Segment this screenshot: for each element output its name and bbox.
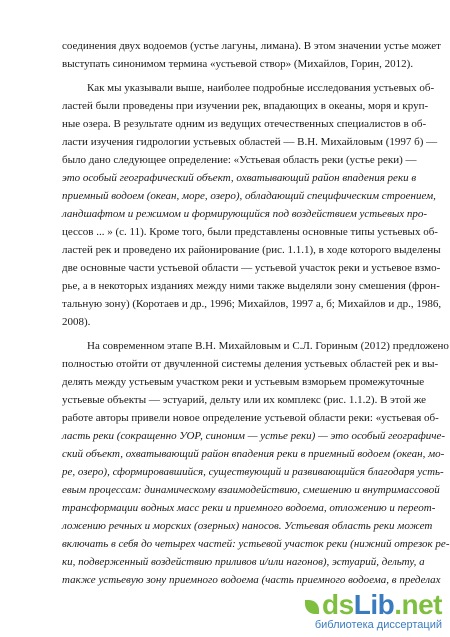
text-line: ландшафтом и режимом и формирующийся под воздействием устьевых про- bbox=[62, 208, 428, 220]
logo-part-net: .net bbox=[394, 589, 442, 620]
logo-part-ds: ds bbox=[322, 589, 354, 620]
text-line: это особый географический объект, охватывающий район впадения реки в bbox=[62, 172, 417, 184]
text-line: выступать синонимом термина «устьевой створ» (Михайлов, Горин, 2012). bbox=[62, 58, 414, 70]
text-line: ре, озеро), сформировавшийся, существующий и развивающийся благодаря усть- bbox=[62, 466, 444, 478]
text-line: евым процессам: динамическому взаимодействию, смешению и внутримассовой bbox=[62, 484, 440, 496]
dslib-logo bbox=[305, 591, 442, 619]
text-line: ский объект, охватывающий район впадения реки в приемный водоем (океан, мо- bbox=[62, 448, 445, 460]
text-line: На современном этапе В.Н. Михайловым и С.Л. Гориным (2012) предложено bbox=[87, 340, 449, 352]
text-line: включать в себя до четырех частей: устьевой участок реки (нижний отрезок ре- bbox=[62, 538, 450, 550]
logo-part-lib: Lib bbox=[353, 589, 395, 620]
text-line: тальную зону) (Коротаев и др., 1996; Михайлов, 1997 а, б; Михайлов и др., 1986, bbox=[62, 298, 442, 310]
text-line: ласти изучения гидрологии устьевых областей — В.Н. Михайловым (1997 б) — bbox=[62, 136, 438, 148]
text-line: ластей были проведены при изучении рек, впадающих в океаны, моря и круп- bbox=[62, 100, 429, 112]
text-line: соединения двух водоемов (устье лагуны, лимана). В этом значении устье может bbox=[62, 40, 441, 52]
text-line: ластей рек и проведено их районирование (рис. 1.1.1), в ходе которого выделены bbox=[62, 244, 441, 256]
text-line: ки, подверженный воздействию приливов и/или нагонов), эстуарий, дельту, а bbox=[62, 556, 425, 568]
dslib-watermark[interactable] bbox=[305, 591, 442, 631]
text-line: Как мы указывали выше, наиболее подробные исследования устьевых об- bbox=[87, 82, 435, 94]
text-line: две основные части устьевой области — устьевой участок реки и устьевое взмо- bbox=[62, 262, 441, 274]
text-line: приемный водоем (океан, море, озеро), обладающий специфическим строением, bbox=[62, 190, 436, 202]
text-line: полностью отойти от двучленной системы деления устьевых областей рек и вы- bbox=[62, 358, 439, 370]
text-line: работе авторы привели новое определение устьевой области реки: «устьевая об- bbox=[62, 412, 439, 424]
text-line: цессов ... » (с. 11). Кроме того, были представлены основные типы устьевых об- bbox=[62, 226, 438, 238]
text-line: делять между устьевым участком реки и устьевым взморьем промежуточные bbox=[62, 376, 425, 388]
text-line: устьевые объекты — эстуарий, дельту или их комплекс (рис. 1.1.2). В этой же bbox=[62, 394, 427, 406]
text-line: ложению речных и морских (озерных) наносов. Устьевая область реки может bbox=[62, 520, 433, 532]
text-line: также устьевую зону приемного водоема (часть приемного водоема, в пределах bbox=[62, 574, 441, 586]
text-line: трансформации водных масс реки и приемного водоема, отложению и переот- bbox=[62, 502, 436, 514]
text-line: 2008). bbox=[62, 316, 91, 328]
watermark-subtitle: библиотека диссертаций bbox=[314, 619, 442, 631]
text-line: ласть реки (сокращенно УОР, синоним — устье реки) — это особый географиче- bbox=[62, 430, 446, 442]
leaf-icon bbox=[305, 600, 319, 614]
text-line: ные озера. В результате одним из ведущих отечественных специалистов в об- bbox=[62, 118, 427, 130]
text-line: рье, а в некоторых изданиях между ними также выделяли зону смешения (фрон- bbox=[62, 280, 440, 292]
text-line: было дано следующее определение: «Устьевая область реки (устье реки) — bbox=[62, 154, 417, 166]
